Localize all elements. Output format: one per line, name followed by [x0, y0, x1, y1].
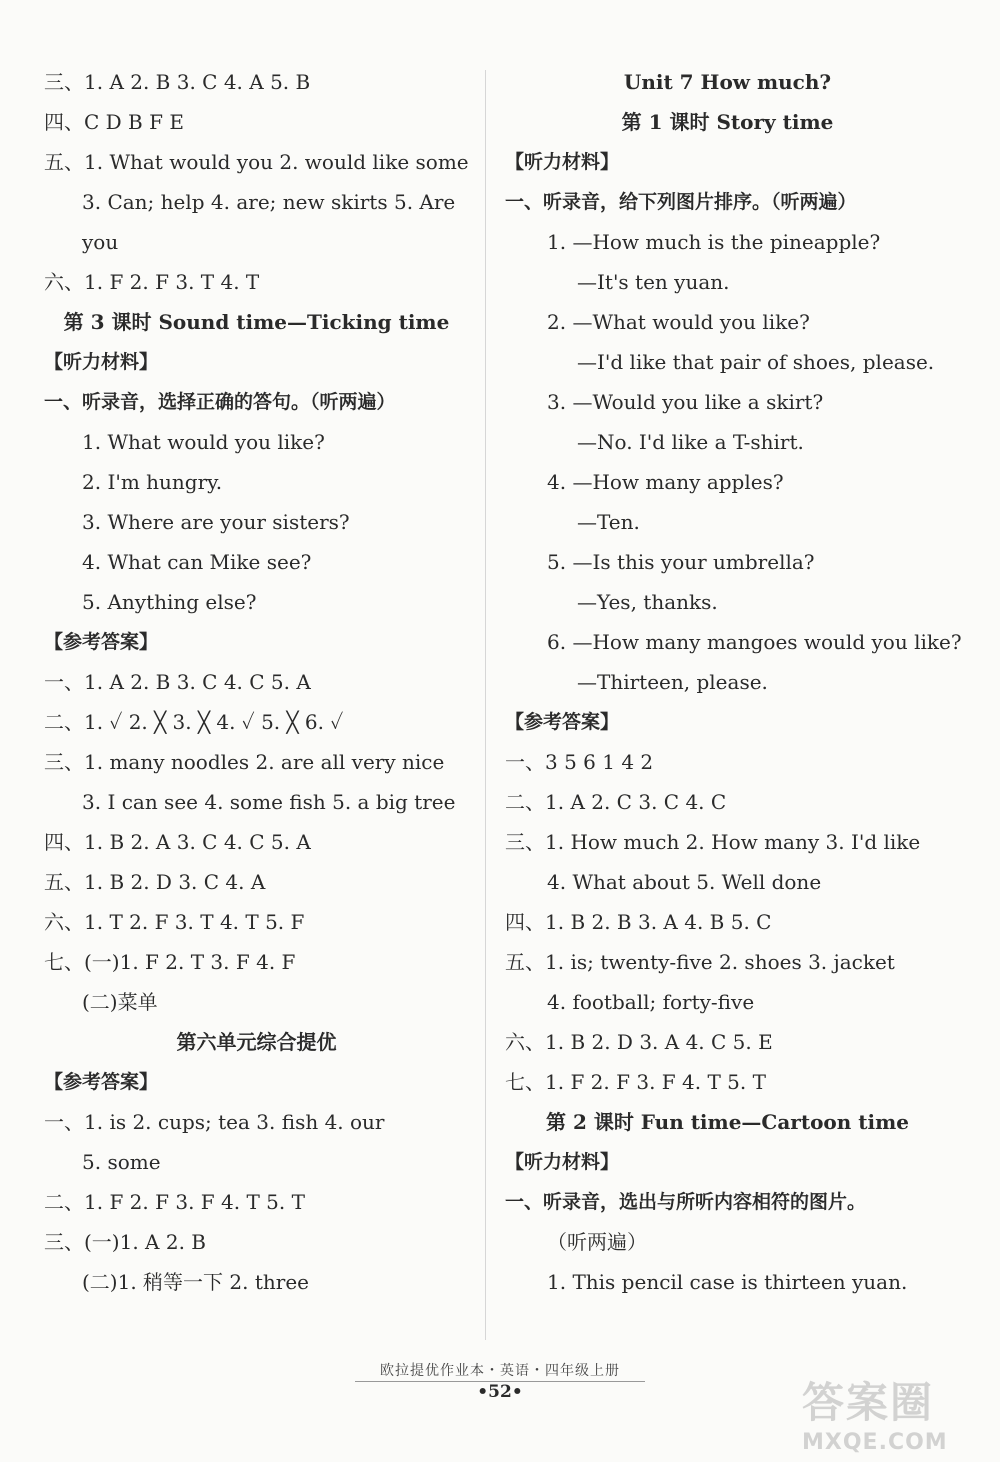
text-line: 5. Anything else?: [82, 590, 257, 614]
text-line: 3. I can see 4. some fish 5. a big tree: [82, 790, 456, 814]
text-line: 二、1. ✓ 2. ╳ 3. ╳ 4. ✓ 5. ╳ 6. ✓: [44, 710, 344, 734]
text-line: —It's ten yuan.: [577, 270, 730, 294]
text-line: 四、C D B F E: [44, 110, 184, 134]
text-line: Unit 7 How much?: [623, 70, 832, 94]
text-line: 二、1. A 2. C 3. C 4. C: [505, 790, 727, 814]
text-line: 二、1. F 2. F 3. F 4. T 5. T: [44, 1190, 305, 1214]
text-line: 【听力材料】: [505, 151, 620, 173]
text-line: 4. football; forty-five: [547, 990, 755, 1014]
text-line: 一、听录音，选出与所听内容相符的图片。: [505, 1191, 867, 1213]
text-line: 三、(一)1. A 2. B: [44, 1230, 206, 1254]
text-line: 【参考答案】: [44, 631, 159, 653]
text-line: 三、1. many noodles 2. are all very nice: [44, 750, 445, 774]
text-line: 第六单元综合提优: [176, 1030, 337, 1054]
text-line: 五、1. B 2. D 3. C 4. A: [44, 870, 266, 894]
text-line: 3. —Would you like a skirt?: [547, 390, 824, 414]
text-line: 4. —How many apples?: [547, 470, 784, 494]
text-line: 五、1. is; twenty-five 2. shoes 3. jacket: [505, 950, 895, 974]
text-line: 4. What about 5. Well done: [547, 870, 822, 894]
text-line: 【参考答案】: [505, 711, 620, 733]
watermark-logo-text: 答案圈: [802, 1378, 935, 1427]
text-line: (二)菜单: [82, 990, 158, 1014]
right-column: [505, 62, 962, 1302]
text-line: 六、1. F 2. F 3. T 4. T: [44, 270, 260, 294]
text-line: 第 2 课时 Fun time—Cartoon time: [546, 1110, 909, 1134]
text-line: —Ten.: [577, 510, 640, 534]
text-line: 一、3 5 6 1 4 2: [505, 750, 654, 774]
text-line: 【听力材料】: [505, 1151, 620, 1173]
text-line: —Yes, thanks.: [577, 590, 718, 614]
watermark-logo: [802, 1370, 982, 1455]
text-line: 5. some: [82, 1150, 161, 1174]
column-divider: [485, 70, 486, 1340]
text-line: 七、1. F 2. F 3. F 4. T 5. T: [505, 1070, 766, 1094]
watermark-site-text: MXQE.COM: [802, 1430, 948, 1455]
text-line: 一、听录音，给下列图片排序。（听两遍）: [505, 191, 857, 213]
text-line: 1. What would you like?: [82, 430, 325, 454]
text-line: 3. Where are your sisters?: [82, 510, 350, 534]
text-line: you: [82, 230, 119, 254]
text-line: 一、听录音，选择正确的答句。（听两遍）: [44, 391, 396, 413]
text-line: 一、1. A 2. B 3. C 4. C 5. A: [44, 670, 311, 694]
text-line: 4. What can Mike see?: [82, 550, 312, 574]
text-line: 【参考答案】: [44, 1071, 159, 1093]
page-number: •52•: [477, 1382, 523, 1402]
left-column: [44, 62, 469, 1302]
text-line: 1. This pencil case is thirteen yuan.: [547, 1270, 908, 1294]
text-line: 三、1. A 2. B 3. C 4. A 5. B: [44, 70, 311, 94]
text-line: 【听力材料】: [44, 351, 159, 373]
text-line: 2. —What would you like?: [547, 310, 810, 334]
text-line: 5. —Is this your umbrella?: [547, 550, 815, 574]
text-line: 1. —How much is the pineapple?: [547, 230, 881, 254]
text-line: 七、(一)1. F 2. T 3. F 4. F: [44, 950, 296, 974]
text-line: 六、1. T 2. F 3. T 4. T 5. F: [44, 910, 305, 934]
text-line: 2. I'm hungry.: [82, 470, 223, 494]
text-line: 一、1. is 2. cups; tea 3. fish 4. our: [44, 1110, 385, 1134]
text-line: —Thirteen, please.: [577, 670, 768, 694]
text-line: 四、1. B 2. A 3. C 4. C 5. A: [44, 830, 311, 854]
text-line: 第 1 课时 Story time: [621, 110, 834, 134]
footer-book-title: 欧拉提优作业本・英语・四年级上册: [0, 1360, 1000, 1382]
text-line: 6. —How many mangoes would you like?: [547, 630, 962, 654]
text-line: 3. Can; help 4. are; new skirts 5. Are: [82, 190, 456, 214]
text-line: —I'd like that pair of shoes, please.: [577, 350, 935, 374]
text-line: 六、1. B 2. D 3. A 4. C 5. E: [505, 1030, 773, 1054]
text-line: 第 3 课时 Sound time—Ticking time: [63, 310, 450, 334]
text-line: —No. I'd like a T-shirt.: [577, 430, 804, 454]
text-line: 四、1. B 2. B 3. A 4. B 5. C: [505, 910, 772, 934]
text-line: 五、1. What would you 2. would like some: [44, 150, 469, 174]
text-line: (二)1. 稍等一下 2. three: [82, 1270, 309, 1294]
text-line: （听两遍）: [547, 1230, 647, 1254]
text-line: 三、1. How much 2. How many 3. I'd like: [505, 830, 921, 854]
